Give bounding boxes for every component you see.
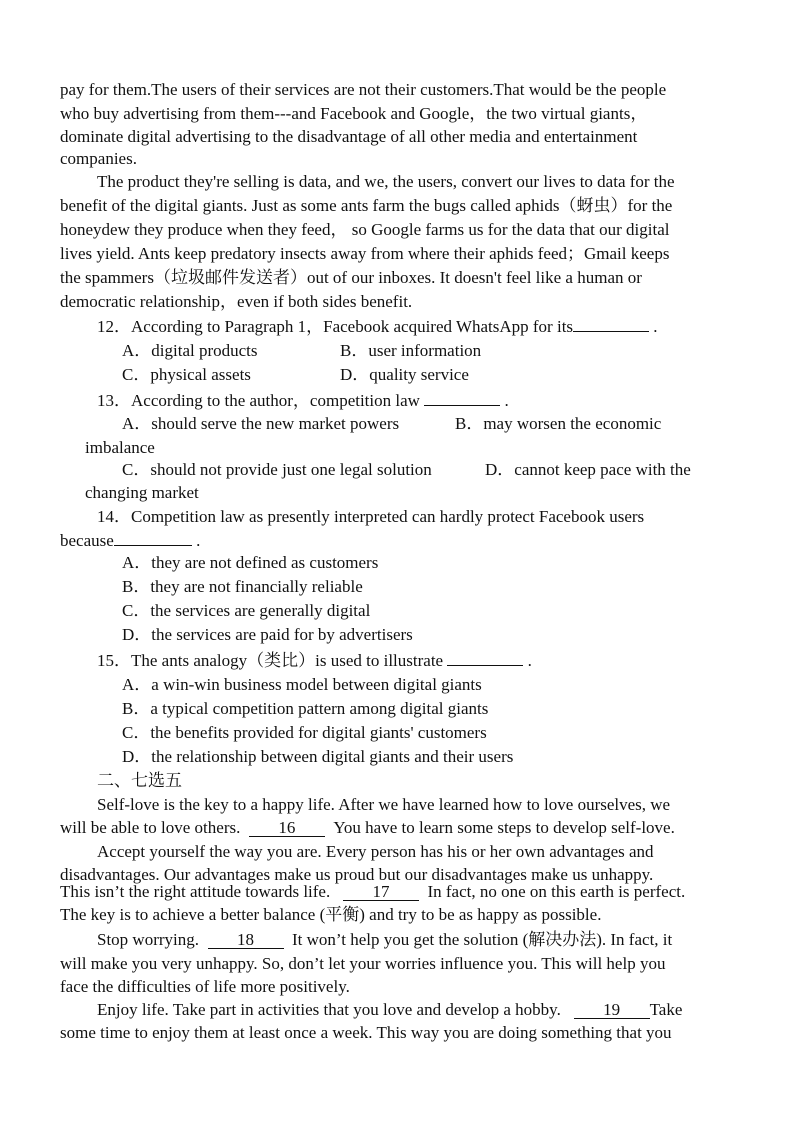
question-stem: 13．According to the author，competition law . bbox=[97, 388, 509, 413]
passage-line: The product they're selling is data, and we, the users, convert our lives to data for the bbox=[97, 172, 675, 191]
passage-line: companies. bbox=[60, 149, 137, 168]
option-c[interactable]: C．the services are generally digital bbox=[122, 601, 371, 620]
blank-16[interactable]: 16 bbox=[249, 819, 325, 837]
option-b[interactable]: B．user information bbox=[340, 341, 482, 360]
option-d[interactable]: D．the services are paid for by advertisers bbox=[122, 625, 413, 644]
passage-line: benefit of the digital giants. Just as some ants farm the bugs called aphids（蚜虫）for the bbox=[60, 196, 673, 215]
option-b[interactable]: B．they are not financially reliable bbox=[122, 577, 363, 596]
passage-line: Enjoy life. Take part in activities that you love and develop a hobby. 19 Take bbox=[97, 1000, 683, 1019]
passage-line: honeydew they produce when they feed， so Google farms us for the data that our digital bbox=[60, 220, 670, 239]
passage-line: democratic relationship，even if both sides benefit. bbox=[60, 292, 413, 311]
option-a[interactable]: A．a win-win business model between digital giants bbox=[122, 675, 482, 694]
passage-line: pay for them.The users of their services are not their customers.That would be the people bbox=[60, 80, 667, 99]
passage-line: face the difficulties of life more positively. bbox=[60, 977, 350, 996]
question-stem: 12．According to Paragraph 1，Facebook acquired WhatsApp for its . bbox=[97, 314, 658, 339]
passage-line: disadvantages. Our advantages make us proud but our disadvantages make us unhappy. bbox=[60, 865, 654, 884]
answer-blank[interactable] bbox=[424, 388, 500, 406]
option-d-continued: changing market bbox=[85, 483, 199, 502]
blank-18[interactable]: 18 bbox=[208, 931, 284, 949]
passage-line: Accept yourself the way you are. Every person has his or her own advantages and bbox=[97, 842, 654, 861]
answer-blank[interactable] bbox=[447, 648, 523, 666]
option-d[interactable]: D．cannot keep pace with the bbox=[485, 460, 691, 479]
passage-line: will make you very unhappy. So, don’t let your worries influence you. This will help you bbox=[60, 954, 666, 973]
passage-line: some time to enjoy them at least once a week. This way you are doing something that you bbox=[60, 1023, 672, 1042]
question-stem-continued: because . bbox=[60, 528, 200, 553]
passage-line: This isn’t the right attitude towards life. 17 In fact, no one on this earth is perfect. bbox=[60, 882, 686, 901]
answer-blank[interactable] bbox=[573, 314, 649, 332]
option-b[interactable]: B．a typical competition pattern among digital giants bbox=[122, 699, 489, 718]
blank-19[interactable]: 19 bbox=[574, 1001, 650, 1019]
section-heading: 二、七选五 bbox=[97, 771, 182, 790]
passage-line: lives yield. Ants keep predatory insects away from where their aphids feed；Gmail keeps bbox=[60, 244, 670, 263]
option-a[interactable]: A．should serve the new market powers bbox=[122, 414, 400, 433]
passage-line: The key is to achieve a better balance (平衡) and try to be as happy as possible. bbox=[60, 905, 602, 924]
question-stem: 14．Competition law as presently interpreted can hardly protect Facebook users bbox=[97, 507, 645, 526]
option-c[interactable]: C．should not provide just one legal solution bbox=[122, 460, 432, 479]
passage-line: Self-love is the key to a happy life. After we have learned how to love ourselves, we bbox=[97, 795, 671, 814]
passage-line: dominate digital advertising to the disadvantage of all other media and entertainment bbox=[60, 127, 638, 146]
passage-line: the spammers（垃圾邮件发送者）out of our inboxes. It doesn't feel like a human or bbox=[60, 268, 642, 287]
passage-line: who buy advertising from them---and Facebook and Google，the two virtual giants， bbox=[60, 104, 648, 123]
question-stem: 15．The ants analogy（类比）is used to illustrate . bbox=[97, 648, 532, 673]
option-c[interactable]: C．physical assets bbox=[122, 365, 251, 384]
option-d[interactable]: D．quality service bbox=[340, 365, 469, 384]
passage-line: Stop worrying. 18 It won’t help you get the solution (解决办法). In fact, it bbox=[97, 930, 673, 949]
option-b-continued: imbalance bbox=[85, 438, 155, 457]
option-c[interactable]: C．the benefits provided for digital giants' customers bbox=[122, 723, 487, 742]
option-d[interactable]: D．the relationship between digital giants and their users bbox=[122, 747, 514, 766]
option-a[interactable]: A．they are not defined as customers bbox=[122, 553, 379, 572]
answer-blank[interactable] bbox=[114, 528, 192, 546]
option-b[interactable]: B．may worsen the economic bbox=[455, 414, 662, 433]
passage-line: will be able to love others. 16 You have to learn some steps to develop self-love. bbox=[60, 818, 675, 837]
option-a[interactable]: A．digital products bbox=[122, 341, 258, 360]
blank-17[interactable]: 17 bbox=[343, 883, 419, 901]
